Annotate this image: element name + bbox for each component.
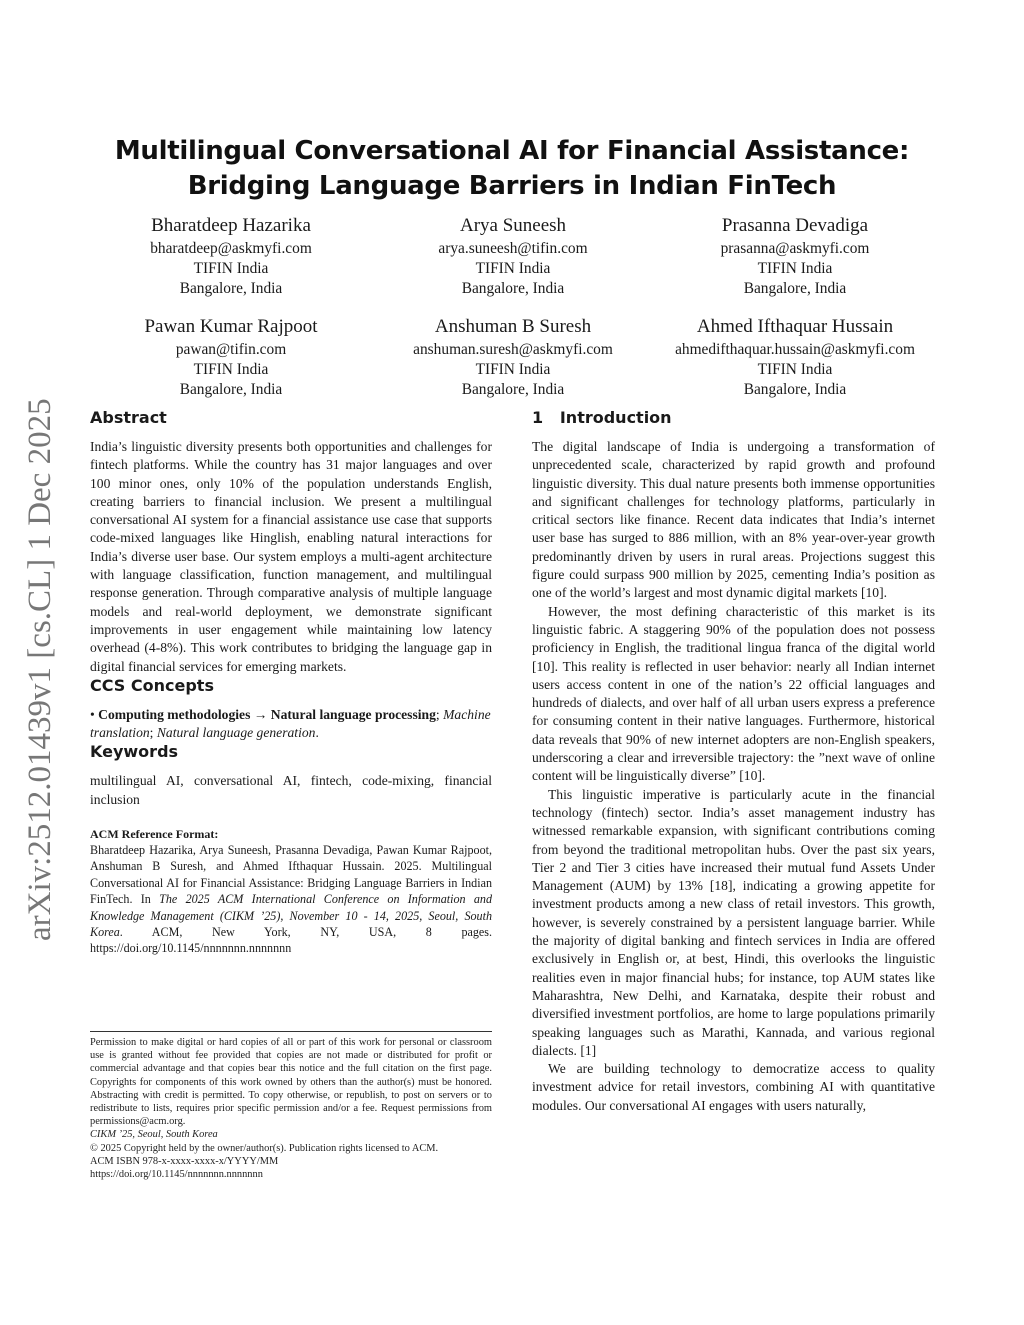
author-row bbox=[90, 315, 936, 400]
abstract-text: India’s linguistic diversity presents both opportunities and challenges for fintech platforms. While the country has 31 major languages and over 100 minor ones, only 10% of the population understands English, creating barriers to financial inclusion. We present a multilingual conversational AI system for a financial assistance use case that supports code-mixed languages like Hinglish, enabling natural interactions for India’s diverse user base. Our system employs a multi-agent architecture with language classification, function management, and multilingual response generation. Through comparative analysis of multiple language models and real-world deployment, we demonstrate significant improvements in user engagement while maintaining low latency overhead (4-8%). This work contributes to bridging the language gap in digital financial services for emerging markets. bbox=[90, 439, 492, 674]
author-city: Bangalore, India bbox=[179, 381, 283, 398]
paper-title: Multilingual Conversational AI for Financial Assistance: Bridging Language Barriers in Indian FinTech bbox=[114, 136, 910, 201]
intro-paragraph: This linguistic imperative is particularly acute in the financial technology (fintech) sector. India’s asset management industry has witnessed remarkable expansion, with significant contributions coming from beyond the traditional metropolitan hubs. Over the past six years, Tier 2 and Tier 3 cities have increased their mutual fund Assets Under Management (AUM) by 13% [18], indicating a growing appetite for investment products among a new class of retail investors. This growth, however, is severely constrained by a persistent language barrier. While the majority of digital banking and fintech services in India are offered exclusively in English or, at best, Hindi, this overlooks the linguistic realities even in major financial hubs; for instance, top AUM states like Maharashtra, New Delhi, and Karnataka, despite their robust and diversified investment portfolios, are home to large populations primarily speaking languages such as Marathi, Kannada, and various regional dialects. [1] bbox=[532, 786, 935, 1058]
reference-format-text: Bharatdeep Hazarika, Arya Suneesh, Prasanna Devadiga, Pawan Kumar Rajpoot, Anshuman B Suresh, and Ahmed Ifthaquar Hussain. 2025. Multilingual Conversational AI for Financial Assistance: Bridging Language Barriers in Indian FinTech. In The 2025 ACM International Conference on Information and Knowledge Management (CIKM ’25), November 10 - 14, 2025, Seoul, South Korea. ACM, New York, NY, USA, 8 pages. https://doi.org/10.1145/nnnnnnn.nnnnnnn bbox=[90, 843, 493, 956]
ccs-secondary: Machine translation bbox=[90, 706, 491, 741]
ccs-heading: CCS Concepts bbox=[90, 675, 214, 695]
copyright-note: © 2025 Copyright held by the owner/author(s). Publication rights licensed to ACM. bbox=[90, 1142, 439, 1154]
conference-note: CIKM ’25, Seoul, South Korea bbox=[90, 1129, 218, 1141]
author-name: Anshuman B Suresh bbox=[434, 316, 592, 337]
reference-venue: The 2025 ACM International Conference on Information and Knowledge Management (CIKM ’25), November 10 - 14, 2025, Seoul, South Korea bbox=[90, 892, 493, 940]
author-name: Arya Suneesh bbox=[459, 215, 567, 236]
left-column bbox=[90, 408, 492, 957]
ccs-concepts: • Computing methodologies → Natural language processing; Machine translation; Natural language generation. bbox=[90, 706, 491, 741]
author-block bbox=[90, 214, 936, 400]
author-org: TIFIN India bbox=[757, 361, 833, 378]
author-org: TIFIN India bbox=[475, 361, 551, 378]
author-org: TIFIN India bbox=[757, 260, 833, 277]
author-city: Bangalore, India bbox=[743, 381, 847, 398]
author-city: Bangalore, India bbox=[179, 280, 283, 297]
arxiv-identifier: arXiv:2512.01439v1 [cs.CL] 1 Dec 2025 bbox=[22, 398, 58, 942]
reference-format-heading: ACM Reference Format: bbox=[90, 827, 219, 842]
author-name: Ahmed Ifthaquar Hussain bbox=[696, 316, 894, 337]
author-email: ahmedifthaquar.hussain@askmyfi.com bbox=[675, 341, 915, 358]
ccs-secondary: Natural language generation bbox=[156, 725, 316, 741]
author-email: pawan@tifin.com bbox=[175, 341, 287, 358]
keywords-text: multilingual AI, conversational AI, fintech, code-mixing, financial inclusion bbox=[90, 773, 492, 807]
author-row bbox=[90, 214, 936, 299]
isbn-note: ACM ISBN 978-x-xxxx-xxxx-x/YYYY/MM bbox=[90, 1155, 279, 1167]
intro-paragraph: However, the most defining characteristic of this market is its linguistic fabric. A staggering 90% of the population does not possess proficiency in English, the traditional lingua franca of the digital world [10]. This reality is reflected in user behavior: nearly all Indian internet users access content in one of the nation’s 22 official languages and hundreds of dialects, and over half of all urban users express a preference for consuming content in their native languages. Furthermore, historical data reveals that 90% of new internet adopters are non-English speakers, underscoring a clear and irreversible trajectory: the ”next wave of online content will be linguistically diverse” [10]. bbox=[532, 603, 935, 784]
doi-note: https://doi.org/10.1145/nnnnnnn.nnnnnnn bbox=[90, 1169, 263, 1181]
author-org: TIFIN India bbox=[475, 260, 551, 277]
author-org: TIFIN India bbox=[193, 361, 269, 378]
author-email: bharatdeep@askmyfi.com bbox=[150, 240, 312, 257]
author-org: TIFIN India bbox=[193, 260, 269, 277]
abstract-heading: Abstract bbox=[90, 408, 167, 427]
author-card bbox=[90, 214, 372, 299]
author-card bbox=[372, 315, 654, 400]
author-email: prasanna@askmyfi.com bbox=[720, 240, 870, 257]
author-city: Bangalore, India bbox=[461, 280, 565, 297]
permission-footnote bbox=[90, 1031, 492, 1181]
author-email: arya.suneesh@tifin.com bbox=[438, 240, 588, 257]
permission-notice: Permission to make digital or hard copies of all or part of this work for personal or classroom use is granted without fee provided that copies are not made or distributed for profit or commercial advantage and that copies bear this notice and the full citation on the first page. Copyrights for components of this work owned by others than the author(s) must be honored. Abstracting with credit is permitted. To copy otherwise, or republish, to post on servers or to redistribute to lists, requires prior specific permission and/or a fee. Request permissions from permissions@acm.org. bbox=[90, 1037, 492, 1128]
author-city: Bangalore, India bbox=[461, 381, 565, 398]
introduction-heading: 1 Introduction bbox=[532, 408, 672, 427]
author-name: Prasanna Devadiga bbox=[721, 215, 869, 236]
intro-paragraph: The digital landscape of India is undergoing a transformation of unprecedented scale, characterized by rapid growth and profound linguistic diversity. This dual nature presents both immense opportunities and significant challenges for technology platforms, particularly in critical sectors like finance. Recent data indicates that India’s internet user base has surged to 886 million, with an 8% year-over-year growth predominantly driven by users in rural areas. Projections suggest this figure could surpass 900 million by 2025, cementing India’s position as one of the world’s largest and most dynamic digital markets [10]. bbox=[532, 439, 935, 601]
author-name: Pawan Kumar Rajpoot bbox=[144, 316, 318, 337]
ccs-bullet: • bbox=[90, 706, 95, 722]
author-card bbox=[654, 315, 936, 400]
author-name: Bharatdeep Hazarika bbox=[151, 215, 311, 236]
keywords-heading: Keywords bbox=[90, 742, 179, 762]
author-email: anshuman.suresh@askmyfi.com bbox=[413, 341, 613, 358]
right-column bbox=[532, 408, 935, 1115]
intro-paragraph: We are building technology to democratize access to quality investment advice for retail investors, combining AI with quantitative modules. Our conversational AI engages with users naturally, bbox=[532, 1061, 935, 1113]
ccs-primary: Computing methodologies → Natural language processing bbox=[98, 706, 436, 722]
author-card bbox=[372, 214, 654, 299]
author-city: Bangalore, India bbox=[743, 280, 847, 297]
author-card bbox=[90, 315, 372, 400]
author-card bbox=[654, 214, 936, 299]
